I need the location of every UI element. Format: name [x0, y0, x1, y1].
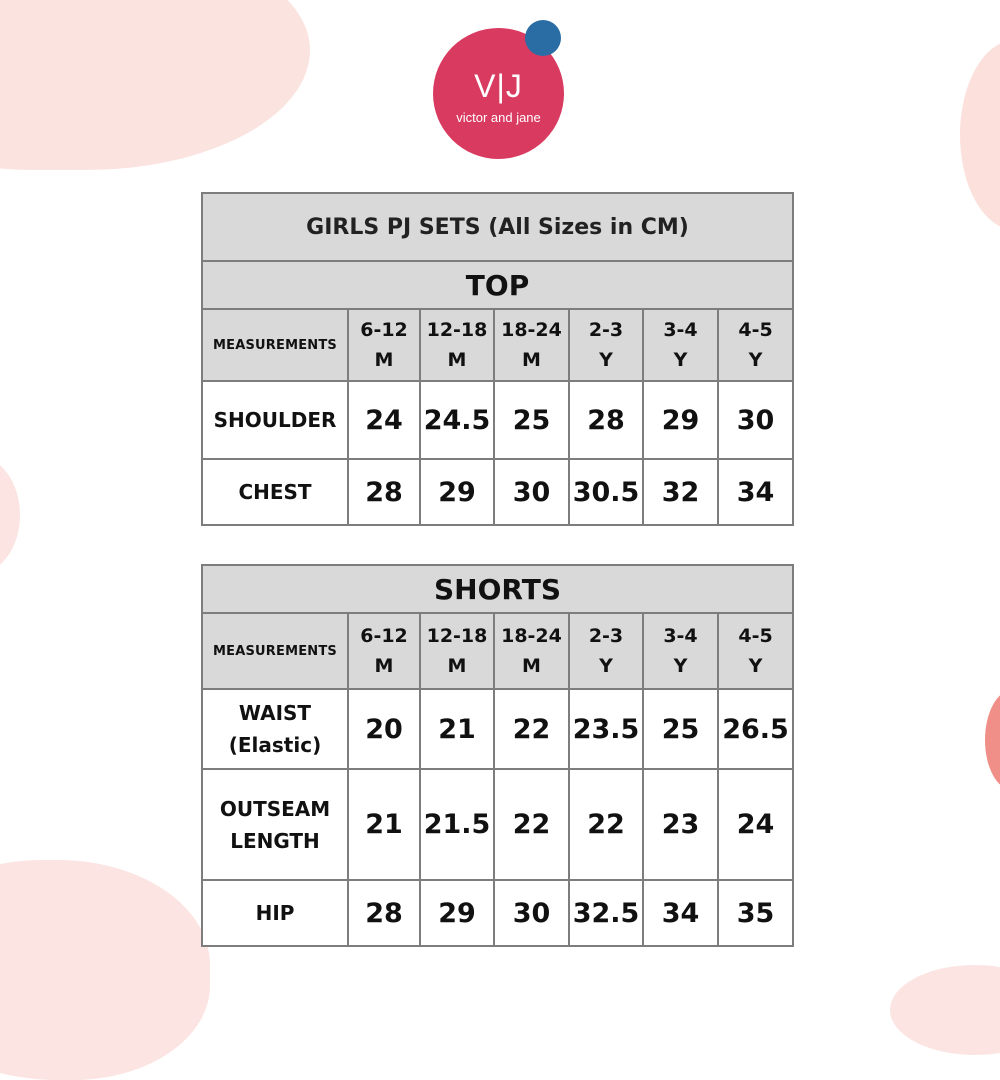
- logo-name: victor and jane: [456, 110, 541, 125]
- size-value: 30: [494, 880, 569, 946]
- shorts-size-table: [201, 564, 794, 947]
- row-label: HIP: [202, 880, 348, 946]
- size-value: 34: [643, 880, 718, 946]
- size-header: 4-5 Y: [718, 613, 793, 689]
- brand-logo: [433, 28, 564, 159]
- size-value: 22: [569, 769, 643, 880]
- size-header: 4-5 Y: [718, 309, 793, 381]
- size-header: 18-24 M: [494, 613, 569, 689]
- decorative-blob: [0, 455, 20, 575]
- decorative-blob: [0, 0, 310, 170]
- decorative-blob: [985, 690, 1000, 790]
- size-value: 22: [494, 689, 569, 769]
- section-heading-top: TOP: [202, 261, 793, 309]
- top-size-table: [201, 192, 794, 526]
- chart-title: GIRLS PJ SETS (All Sizes in CM): [202, 193, 793, 261]
- size-header: 3-4 Y: [643, 613, 718, 689]
- size-value: 30: [718, 381, 793, 459]
- size-value: 32: [643, 459, 718, 525]
- size-header: 2-3 Y: [569, 309, 643, 381]
- row-label: SHOULDER: [202, 381, 348, 459]
- size-value: 28: [348, 459, 420, 525]
- size-value: 35: [718, 880, 793, 946]
- size-header: 3-4 Y: [643, 309, 718, 381]
- size-value: 25: [643, 689, 718, 769]
- size-value: 23: [643, 769, 718, 880]
- section-heading-shorts: SHORTS: [202, 565, 793, 613]
- size-header: 18-24 M: [494, 309, 569, 381]
- decorative-blob: [0, 860, 210, 1080]
- table-row: [202, 689, 793, 769]
- table-row: [202, 381, 793, 459]
- table-row: [202, 880, 793, 946]
- size-value: 21.5: [420, 769, 494, 880]
- size-value: 29: [643, 381, 718, 459]
- size-header: 6-12 M: [348, 309, 420, 381]
- size-value: 24.5: [420, 381, 494, 459]
- size-value: 29: [420, 880, 494, 946]
- logo-mark: V|J: [474, 68, 523, 104]
- size-header: 12-18 M: [420, 309, 494, 381]
- size-header: 2-3 Y: [569, 613, 643, 689]
- size-value: 30: [494, 459, 569, 525]
- size-value: 24: [348, 381, 420, 459]
- size-value: 21: [420, 689, 494, 769]
- measurements-header: MEASUREMENTS: [202, 613, 348, 689]
- size-value: 28: [348, 880, 420, 946]
- decorative-blob: [960, 40, 1000, 230]
- table-row: [202, 459, 793, 525]
- size-header: 12-18 M: [420, 613, 494, 689]
- size-value: 21: [348, 769, 420, 880]
- size-value: 30.5: [569, 459, 643, 525]
- row-label: WAIST (Elastic): [202, 689, 348, 769]
- measurements-header: MEASUREMENTS: [202, 309, 348, 381]
- row-label: OUTSEAM LENGTH: [202, 769, 348, 880]
- size-value: 26.5: [718, 689, 793, 769]
- size-value: 22: [494, 769, 569, 880]
- size-value: 25: [494, 381, 569, 459]
- table-row: [202, 769, 793, 880]
- size-header: 6-12 M: [348, 613, 420, 689]
- size-value: 34: [718, 459, 793, 525]
- size-value: 32.5: [569, 880, 643, 946]
- size-value: 23.5: [569, 689, 643, 769]
- size-value: 28: [569, 381, 643, 459]
- logo-dot: [525, 20, 561, 56]
- size-value: 29: [420, 459, 494, 525]
- size-value: 20: [348, 689, 420, 769]
- size-value: 24: [718, 769, 793, 880]
- row-label: CHEST: [202, 459, 348, 525]
- decorative-blob: [890, 965, 1000, 1055]
